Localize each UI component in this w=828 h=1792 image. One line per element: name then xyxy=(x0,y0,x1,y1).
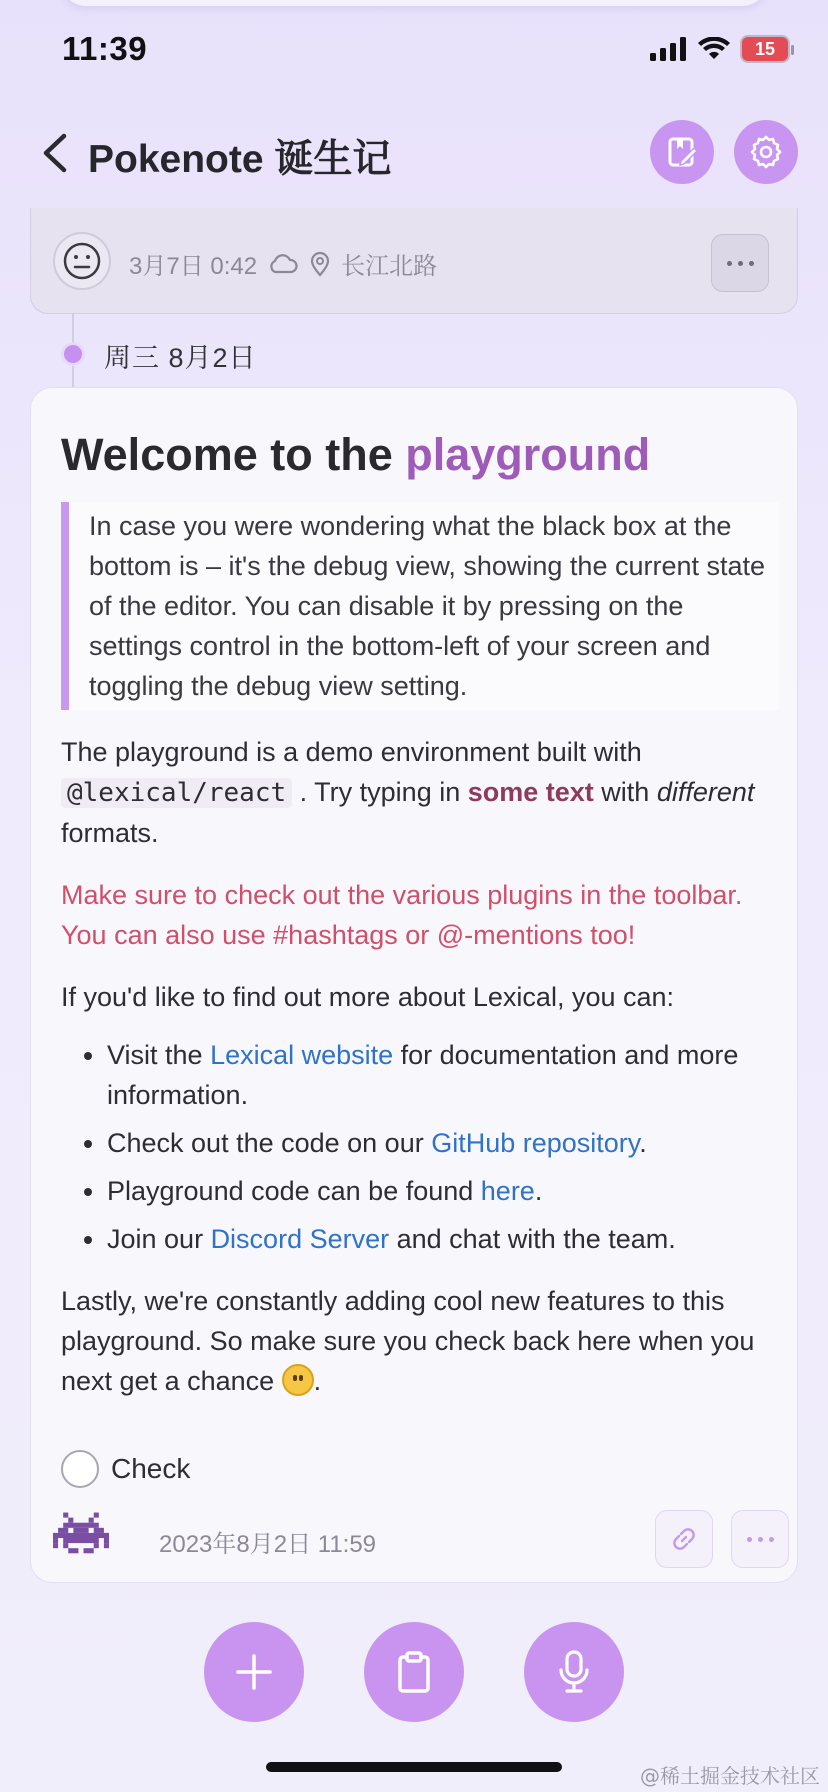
home-indicator xyxy=(266,1762,562,1772)
space-invader-icon xyxy=(53,1510,109,1566)
plus-icon xyxy=(234,1652,274,1692)
status-icons xyxy=(650,34,790,64)
list-item-text: Playground code can be found xyxy=(107,1176,481,1206)
list-item-text: . xyxy=(534,1176,543,1206)
discord-server-link[interactable]: Discord Server xyxy=(210,1224,390,1254)
previous-entry-meta xyxy=(129,246,437,281)
cloud-icon xyxy=(267,252,299,276)
p1-text-c: with xyxy=(593,777,657,807)
more-icon xyxy=(747,1537,774,1542)
lexical-website-link[interactable]: Lexical website xyxy=(210,1040,394,1070)
microphone-icon xyxy=(554,1649,594,1695)
back-button[interactable] xyxy=(36,130,76,176)
timeline-dot xyxy=(61,342,85,366)
microphone-button[interactable] xyxy=(524,1622,624,1722)
entry-bullet-list xyxy=(61,1035,779,1259)
heading-text: Welcome to the xyxy=(61,429,406,480)
edit-note-button[interactable] xyxy=(650,120,714,184)
entry-paragraph-3: If you'd like to find out more about Lexical, you can: xyxy=(61,982,675,1012)
p1-text-a: The playground is a demo environment built with xyxy=(61,737,642,767)
entry-footer xyxy=(53,1510,777,1570)
signal-icon xyxy=(650,37,688,61)
list-item-text: Join our xyxy=(107,1224,211,1254)
p1-text-d: formats. xyxy=(61,818,159,848)
previous-entry-more-button[interactable] xyxy=(711,234,769,292)
entry-content[interactable] xyxy=(61,428,779,1401)
inline-code: @lexical/react xyxy=(61,778,292,808)
list-item-text: for documentation and more information. xyxy=(107,1040,739,1110)
gear-icon xyxy=(749,135,783,169)
header xyxy=(0,110,828,190)
chevron-left-icon xyxy=(36,130,76,176)
here-link[interactable]: here xyxy=(480,1176,535,1206)
clipboard-button[interactable] xyxy=(364,1622,464,1722)
entry-paragraph-4 xyxy=(61,1281,779,1401)
more-icon xyxy=(727,261,754,266)
link-button[interactable] xyxy=(655,1510,713,1568)
bold-text: some text xyxy=(467,777,594,807)
list-item-text: and chat with the team. xyxy=(389,1224,676,1254)
list-item xyxy=(107,1123,779,1163)
battery-indicator xyxy=(740,35,790,63)
previous-entry-location: 长江北路 xyxy=(341,253,438,280)
entry-paragraph-1 xyxy=(61,732,779,853)
add-entry-button[interactable] xyxy=(204,1622,304,1722)
watermark: @稀土掘金技术社区 xyxy=(640,1764,820,1788)
previous-entry-card[interactable] xyxy=(30,208,798,314)
entry-heading xyxy=(61,428,779,482)
clipboard-icon xyxy=(394,1650,434,1694)
timeline-date: 周三 8月2日 xyxy=(104,343,257,373)
list-item-text: . xyxy=(639,1128,647,1158)
p1-text-b: . Try typing in xyxy=(292,777,468,807)
smile-emoji-icon xyxy=(282,1364,314,1396)
list-item xyxy=(107,1171,779,1211)
list-item xyxy=(107,1219,779,1259)
entry-more-button[interactable] xyxy=(731,1510,789,1568)
list-item-text: Check out the code on our xyxy=(107,1128,432,1158)
list-item-text: Visit the xyxy=(107,1040,211,1070)
status-time: 11:39 xyxy=(62,30,148,67)
p4-text-b: . xyxy=(313,1366,322,1396)
entry-card[interactable] xyxy=(30,387,798,1583)
battery-level: 15 xyxy=(754,38,776,59)
page-title: Pokenote 诞生记 xyxy=(88,138,392,181)
list-item xyxy=(107,1035,779,1115)
entry-quote: In case you were wondering what the black box at the bottom is – it's the debug view, showing the current state of the editor. You can disable it by pressing on the settings control in the bottom-left of your screen and toggling the debug view setting. xyxy=(61,502,779,710)
link-icon xyxy=(669,1524,699,1554)
wifi-icon xyxy=(698,37,730,61)
settings-button[interactable] xyxy=(734,120,798,184)
status-bar xyxy=(0,0,828,100)
heading-accent-text: playground xyxy=(405,429,651,480)
entry-paragraph-2: Make sure to check out the various plugins in the toolbar. You can also use #hashtags or @-mentions too! xyxy=(61,880,743,950)
p4-text-a: Lastly, we're constantly adding cool new features to this playground. So make sure you check back here when you next get a chance xyxy=(61,1286,755,1396)
check-label: Check xyxy=(111,1453,191,1484)
location-pin-icon xyxy=(309,251,331,277)
check-checkbox[interactable] xyxy=(61,1450,99,1488)
edit-note-icon xyxy=(665,135,699,169)
previous-entry-datetime: 3月7日 0:42 xyxy=(129,253,258,280)
check-item xyxy=(61,1450,190,1488)
neutral-face-icon xyxy=(53,232,111,290)
entry-timestamp: 2023年8月2日 11:59 xyxy=(159,1531,377,1558)
github-repository-link[interactable]: GitHub repository xyxy=(431,1128,640,1158)
italic-text: different xyxy=(656,777,755,807)
